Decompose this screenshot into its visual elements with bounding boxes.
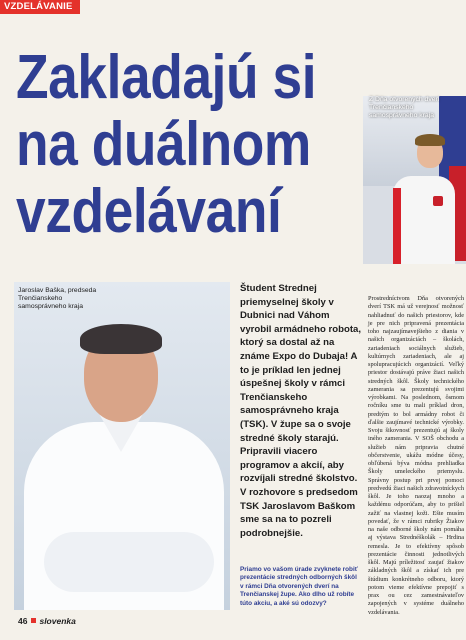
photo-student <box>363 96 466 264</box>
body-paragraph: Prostredníctvom Dňa otvorených dverí TSK má už verejnosť možnosť nahliadnuť do našich priestorov, kde je pre nich pripravená prezentácia toho najzaujímavejšieho z diania v našich organizáciách – školách, zariadeniach sociálnych služieb, kultúrnych zariadeniach, ale aj spolupracujúcich organizácií. Veľký priestor dostávajú práve žiaci našich stredných škôl. Školy technického zamerania sa prezentujú svojimi výrobkami. Na poslednom, ôsmom ročníku sme tu mali príklad dron, predtým to bol armádny robot či ďalšie zaujímavé technické výrobky. Svoju šikovnosť prezentujú aj školy iného zamerania. V SOŠ obchodu a služieb nám pripravia chutné občerstvenie, ukážu módne účesy, obľúbená býva módna prehliadka Školy umeleckého priemyslu. Správny postup pri prvej pomoci predvedú žiaci našich zdravotníckych škôl. Je toho naozaj mnoho a každému odporúčam, aby to prišiel zažiť na vlastnej koži. Ešte musím povedať, že v rámci rubriky Žiakov na naše odborné školy nám pomáha aj výstava Strednéškolák – Hrdina remesla. Je to efektívny spôsob prezentácie činnosti jednotlivých škôl. Majú príležitosť zaujať žiakov základných škôl a získať ich pre štúdium konkrétneho odboru, ktorý potom vieme efektívne prepojiť s prax ou cez zamestnávateľov zapojených v systéme duálneho vzdelávania. <box>368 295 464 616</box>
section-tag: VZDELÁVANIE <box>0 0 80 14</box>
magazine-brand: slovenka <box>39 616 76 626</box>
page-number: 46 <box>18 616 28 626</box>
lead-paragraph <box>240 282 362 540</box>
lead-text: Študent Strednej priemyselnej školy v Dubnici nad Váhom vyrobil armádneho robota, ktorý sa dostal až na známe Expo do Dubaja! A to je príklad len jednej úspešnej školy v rámci Trenčianskeho samosprávneho kraja (TSK). V župe sa o svoje stredné školy starajú. Pripravili viacero programov a akcií, aby rozvíjali stredné školstvo. V rozhovore s predsedom TSK Jaroslavom Baškom sme sa na to pozreli podrobnejšie. <box>240 283 362 539</box>
headline-line-1: Zakladajú si <box>16 43 317 112</box>
page-footer <box>18 616 76 626</box>
headline-line-2: na duálnom <box>16 110 311 179</box>
headline-line-3: vzdelávaní <box>16 177 282 246</box>
body-text <box>368 295 464 617</box>
headline <box>16 43 317 246</box>
photo-portrait <box>14 282 230 610</box>
photo-caption-right: Z Dňa otvorených dverí Trenčianskeho samosprávneho kraja <box>369 96 440 119</box>
interview-question: Priamo vo vašom úrade zvyknete robiť prezentácie stredných odborných škôl v rámci Dňa otvorených dverí na Trenčianskej župe. Ako dlho už robíte túto akciu, a aké sú odozvy? <box>240 566 358 607</box>
photo-caption-left: Jaroslav Baška, predseda Trenčianskeho samosprávneho kraja <box>18 287 97 310</box>
square-icon <box>31 618 36 623</box>
